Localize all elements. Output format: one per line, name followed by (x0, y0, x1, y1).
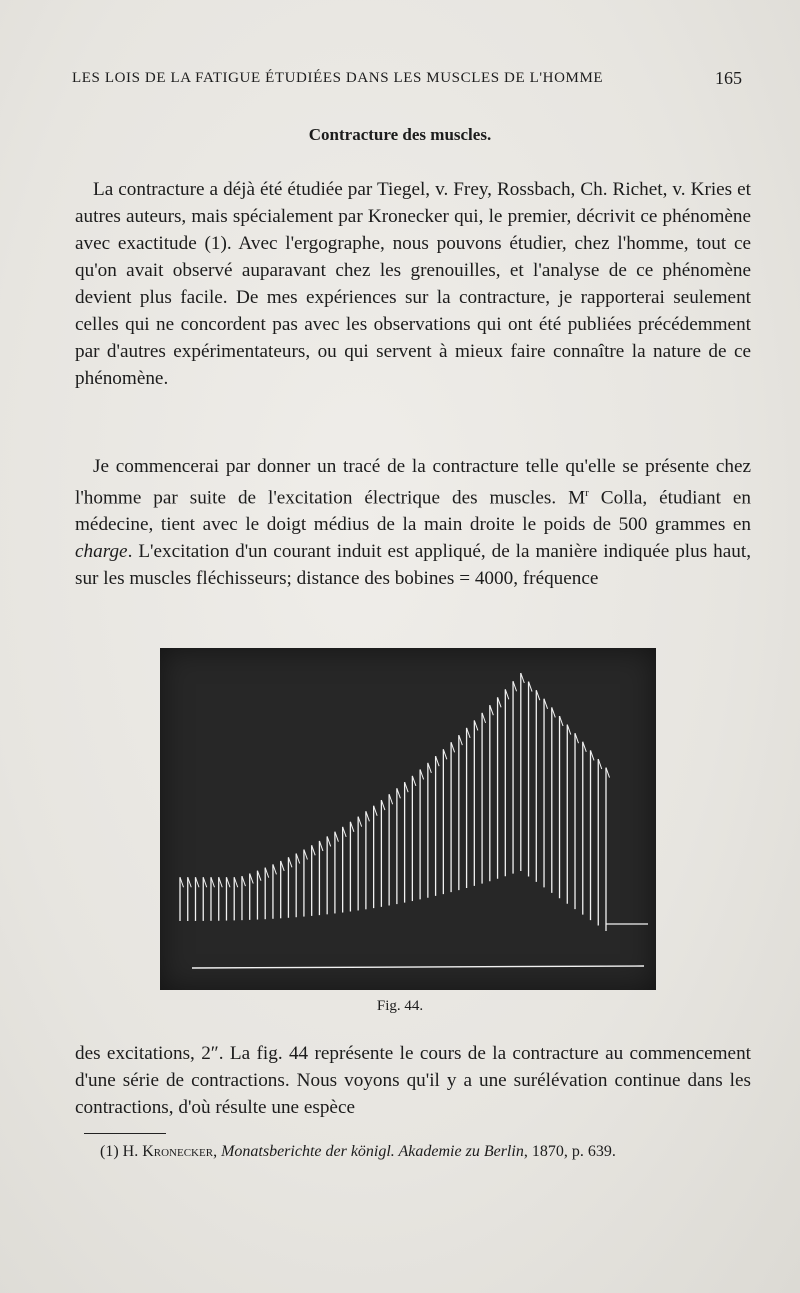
paragraph-2-part-3: . L'excitation d'un courant induit est appliqué, de la manière indiquée plus haut, sur les muscles fléchisseurs; distance des bobines = 4000, fréquence (75, 541, 751, 590)
figure-caption: Fig. 44. (376, 998, 424, 1014)
paragraph-3: des excitations, 2″. La fig. 44 représente le cours de la contracture au commencement d'une série de contractions. Nous voyons qu'il y a une surélévation continue dans les contractions, d'où résulte une espèce (75, 1043, 751, 1118)
running-head (72, 70, 742, 89)
footnote-citation: , 1870, p. 639. (523, 1143, 616, 1160)
trace-graphic (160, 648, 656, 990)
running-head-title: LES LOIS DE LA FATIGUE ÉTUDIÉES DANS LES MUSCLES DE L'HOMME (72, 70, 604, 86)
page-number: 165 (715, 68, 742, 88)
footnote-author: Kronecker (142, 1143, 214, 1160)
paragraph-2-italic: charge (75, 541, 128, 563)
footnote-marker: (1) H. (100, 1143, 143, 1160)
paragraph-2-superscript: r (585, 487, 589, 499)
footnote-separator: , (213, 1143, 222, 1160)
paragraph-2 (75, 453, 751, 592)
figure-44-ergograph-trace (160, 648, 656, 990)
trace-baseline (192, 966, 644, 968)
section-title: Contracture des muscles. (308, 125, 492, 144)
paragraph-2-part-1: Je commencerai par donner un tracé de la contracture telle qu'elle se présente chez l'homme par suite de l'excitation électrique des muscles. M (75, 456, 751, 509)
paragraph-2-part-2: Colla, étudiant en médecine, tient avec le doigt médius de la main droite le poids de 500 grammes en (75, 487, 751, 536)
footnote-journal: Monatsberichte der königl. Akademie zu Berlin (221, 1143, 524, 1160)
paragraph-1: La contracture a déjà été étudiée par Tiegel, v. Frey, Rossbach, Ch. Richet, v. Kries et autres auteurs, mais spécialement par Kronecker qui, le premier, décrivit ce phénomène avec exactitude (1). Avec l'ergographe, nous pouvons étudier, chez l'homme, tout ce qu'on avait observé auparavant chez les grenouilles, et l'analyse de ce phénomène devient plus facile. De mes expériences sur la contracture, je rapporterai seulement celles qui ne concordent pas avec les observations qui ont été publiées précédemment par d'autres expérimentateurs, ou qui servent à mieux faire connaître la nature de ce phénomène. (75, 179, 751, 389)
footnote-rule (84, 1133, 166, 1134)
footnote (100, 1142, 760, 1162)
